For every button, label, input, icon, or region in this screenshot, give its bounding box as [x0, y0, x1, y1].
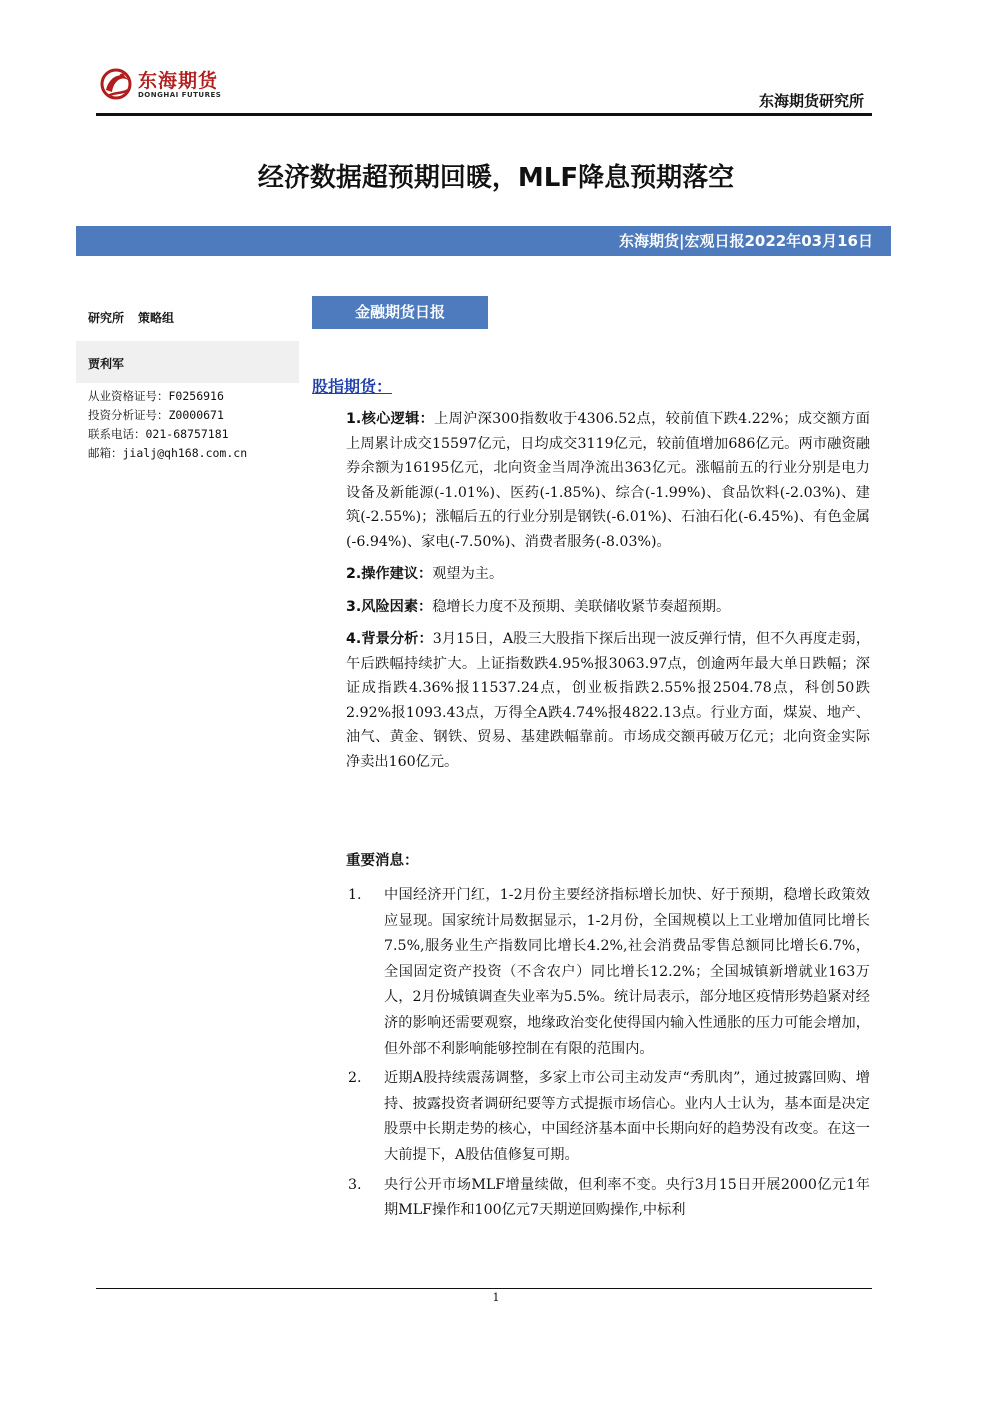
point-label: 1.核心逻辑： [346, 411, 435, 427]
report-banner: 东海期货|宏观日报2022年03月16日 [76, 226, 891, 256]
news-item [346, 1066, 870, 1168]
point-risk [346, 595, 870, 620]
sidebar-department [88, 309, 188, 326]
point-suggestion [346, 562, 870, 587]
main-content [346, 407, 870, 782]
point-label: 3.风险因素： [346, 598, 433, 615]
company-logo [98, 62, 238, 108]
document-title: 经济数据超预期回暖，MLF降息预期落空 [257, 163, 735, 193]
sidebar-analysis-id: 投资分析证号：Z0000671 [88, 408, 224, 422]
sidebar-qualification-id: 从业资格证号：F0256916 [88, 389, 224, 403]
point-label: 2.操作建议： [346, 566, 433, 582]
header-institute: 东海期货研究所 [758, 92, 864, 110]
news-number: 3. [348, 1176, 362, 1193]
logo-name-en: DONGHAI FUTURES [138, 91, 222, 99]
news-item [346, 883, 870, 1062]
header-divider [96, 113, 872, 116]
page-number: 1 [492, 1291, 500, 1304]
sidebar-group-label: 策略组 [138, 311, 175, 325]
news-heading: 重要消息： [346, 853, 419, 869]
section-label: 金融期货日报 [312, 296, 488, 329]
news-text: 近期A股持续震荡调整，多家上市公司主动发声“秀肌肉”，通过披露回购、增持、披露投资者调研纪要等方式提振市场信心。业内人士认为，基本面是决定股票中长期走势的核心，中国经济基本面中长期向好的趋势没有改变。在这一大前提下，A股估值修复可期。 [384, 1070, 870, 1163]
point-text: 上周沪深300指数收于4306.52点，较前值下跌4.22%；成交额方面上周累计成交15597亿元，日均成交3119亿元，较前值增加686亿元。两市融资融券余额为16195亿元，北向资金当周净流出363亿元。涨幅前五的行业分别是电力设备及新能源(-1.01%)、医药(-1.85%)、综合(-1.99%)、食品饮料(-2.03%)、建筑(-2.55%)；涨幅后五的行业分别是钢铁(-6.01%)、石油石化(-6.45%)、有色金属(-6.94%)、家电(-7.50%)、消费者服务(-8.03%)。 [346, 411, 870, 550]
sidebar-phone: 联系电话：021-68757181 [88, 427, 229, 441]
news-number: 1. [348, 887, 362, 903]
sidebar-dept-label: 研究所 [88, 311, 125, 325]
subsection-heading: 股指期货： [312, 377, 393, 396]
news-item [346, 1173, 870, 1224]
point-text: 3月15日，A股三大股指下探后出现一波反弹行情，但不久再度走弱，午后跌幅持续扩大。上证指数跌4.95%报3063.97点，创逾两年最大单日跌幅；深证成指跌4.36%报11537.24点，创业板指跌2.55%报2504.78点，科创50跌2.92%报1093.43点，万得全A跌4.74%报4822.13点。行业方面，煤炭、地产、油气、黄金、钢铁、贸易、基建跌幅靠前。市场成交额再破万亿元；北向资金实际净卖出160亿元。 [346, 631, 871, 770]
sidebar-email: 邮箱：jialj@qh168.com.cn [88, 446, 248, 460]
logo-name-cn: 东海期货 [138, 70, 219, 92]
footer-divider [96, 1288, 872, 1289]
point-text: 观望为主。 [432, 566, 504, 582]
news-text: 中国经济开门红，1-2月份主要经济指标增长加快、好于预期，稳增长政策效应显现。国家统计局数据显示，1-2月份，全国规模以上工业增加值同比增长7.5%,服务业生产指数同比增长4.2%,社会消费品零售总额同比增长6.7%，全国固定资产投资（不含农户）同比增长12.2%；全国城镇新增就业163万人，2月份城镇调查失业率为5.5%。统计局表示，部分地区疫情形势趋紧对经济的影响还需要观察，地缘政治变化使得国内输入性通胀的压力可能会增加，但外部不利影响能够控制在有限的范围内。 [384, 887, 870, 1057]
point-core-logic [346, 407, 870, 554]
logo-emblem-icon [98, 64, 134, 104]
point-background [346, 627, 870, 774]
news-number: 2. [348, 1070, 362, 1087]
news-text: 央行公开市场MLF增量续做，但利率不变。央行3月15日开展2000亿元1年期MLF操作和100亿元7天期逆回购操作,中标利 [384, 1176, 870, 1219]
sidebar-analyst-name: 贾利军 [88, 357, 125, 371]
point-label: 4.背景分析： [346, 631, 433, 647]
news-list [346, 883, 870, 1228]
sidebar-contact-info [88, 387, 247, 463]
point-text: 稳增长力度不及预期、美联储收紧节奏超预期。 [432, 598, 731, 615]
